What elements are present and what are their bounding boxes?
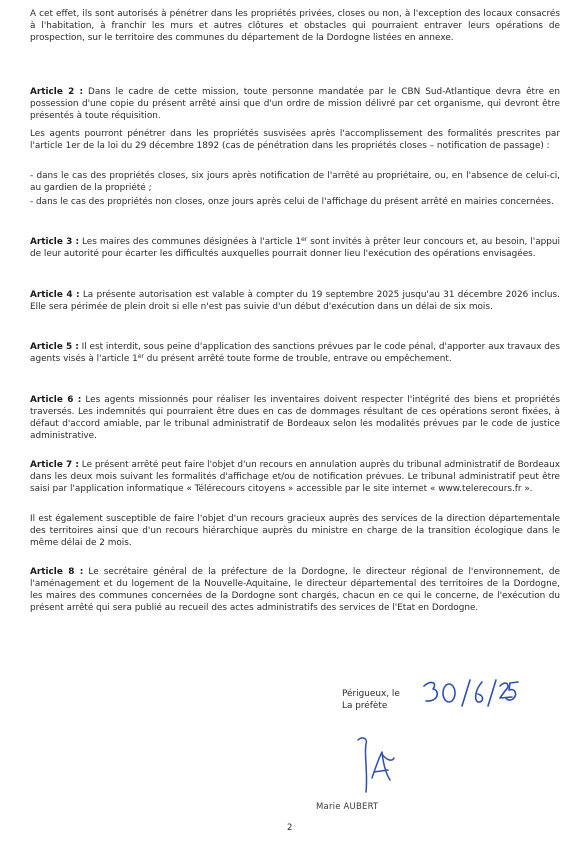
- article-5-sup: er: [137, 353, 144, 361]
- article-2-closed-properties: - dans le cas des propriétés closes, six jours après notification de l'arrêté au propriétaire, ou, en l'absence de celui-ci, au gardien de la propriété ;: [30, 171, 560, 194]
- article-4-paragraph: [30, 289, 560, 313]
- article-3-text-a: Les maires des communes désignées à l'article 1: [79, 237, 302, 247]
- article-2-open-properties: - dans le cas des propriétés non closes, onze jours après celui de l'affichage du présent arrêté en mairies concernées.: [30, 197, 554, 207]
- intro-paragraph: A cet effet, ils sont autorisés à pénétrer dans les propriétés privées, closes ou non, à l'exception des locaux consacrés à l'habitation, à franchir les murs et autres clôtures et obstacles qui pourraient entraver leurs opérations de prospection, sur le territoire des communes du département de la Dordogne listées en annexe.: [30, 9, 560, 44]
- signature-image: [352, 732, 396, 798]
- article-6-label: Article 6 :: [30, 395, 82, 405]
- article-8-paragraph: [30, 566, 560, 614]
- signature-block: [342, 688, 400, 712]
- article-8-text: Le secrétaire général de la préfecture de la Dordogne, le directeur régional de l'environnement, de l'aménagement et du logement de la Nouvelle-Aquitaine, le directeur départemental des territoires de la Dordogne, les maires des communes concernées de la Dordogne sont chargés, chacun en ce qui le concerne, de l'exécution du présent arrêté qui sera publié au recueil des actes administratifs des services de l'Etat en Dordogne.: [30, 567, 560, 614]
- article-8-label: Article 8 :: [30, 567, 84, 577]
- article-3-label: Article 3 :: [30, 237, 80, 247]
- article-4-text: La présente autorisation est valable à compter du 19 septembre 2025 jusqu'au 31 décembre 2026 inclus. Elle sera périmée de plein droit si elle n'est pas suivie d'un début d'exécution dans un délai de six mois.: [30, 290, 560, 313]
- page-number: 2: [287, 823, 293, 833]
- article-5-text-a: Il est interdit, sous peine d'application des sanctions prévues par le code pénal, d'apporter aux travaux des agents visés à l'article 1: [30, 342, 560, 365]
- article-2-formalities: Les agents pourront pénétrer dans les propriétés susvisées après l'accomplissement des formalités prescrites par l'article 1er de la loi du 29 décembre 1892 (cas de pénétration dans les propriétés closes – notification de passage) :: [30, 129, 560, 152]
- article-5-label: Article 5 :: [30, 342, 79, 352]
- signer-name: Marie AUBERT: [316, 802, 379, 812]
- article-2-text: Dans le cadre de cette mission, toute personne mandatée par le CBN Sud-Atlantique devra être en possession d'une copie du présent arrêté ainsi que d'un ordre de mission délivré par cet organisme, qui devront être présentés à toute réquisition.: [30, 87, 560, 122]
- article-2-paragraph: [30, 86, 560, 122]
- article-3-text-b: sont invités à prêter leur concours et, au besoin, l'appui de leur autorité pour écarter les difficultés auxquelles pourrait donner lieu l'exécution des opérations envisagées.: [30, 237, 560, 260]
- article-7-label: Article 7 :: [30, 460, 79, 470]
- signature-place: Périgueux, le: [342, 689, 400, 699]
- article-7-paragraph: [30, 459, 560, 495]
- signature-role: La préfète: [342, 701, 388, 711]
- article-6-paragraph: [30, 394, 560, 442]
- article-5-text-b: du présent arrêté toute forme de trouble, entrave ou empêchement.: [143, 354, 452, 365]
- article-3-paragraph: [30, 236, 560, 260]
- article-5-paragraph: [30, 341, 560, 365]
- article-6-text: Les agents missionnés pour réaliser les inventaires doivent respecter l'intégrité des biens et propriétés traversés. Les indemnités qui pourraient être dues en cas de dommages résultant de ces opérations seront fixées, à défaut d'accord amiable, par le tribunal administratif de Bordeaux selon les modalités prévues par le code de justice administrative.: [30, 395, 560, 442]
- article-7-second-paragraph: Il est également susceptible de faire l'objet d'un recours gracieux auprès des services de la direction départementale des territoires ainsi que d'un recours hiérarchique auprès du ministre en charge de la transition écologique dans le même délai de 2 mois.: [30, 514, 560, 549]
- article-2-label: Article 2 :: [30, 87, 84, 97]
- article-4-label: Article 4 :: [30, 290, 80, 300]
- handwritten-date: [420, 676, 520, 720]
- article-3-sup: er: [301, 236, 308, 243]
- article-7-text: Le présent arrêté peut faire l'objet d'un recours en annulation auprès du tribunal administratif de Bordeaux dans les deux mois suivant les formalités d'affichage et/ou de notification prévues. Le tribunal administratif peut être saisi par l'application informatique « Télérecours citoyens » accessible par le site internet « www.telerecours.fr ».: [30, 460, 560, 495]
